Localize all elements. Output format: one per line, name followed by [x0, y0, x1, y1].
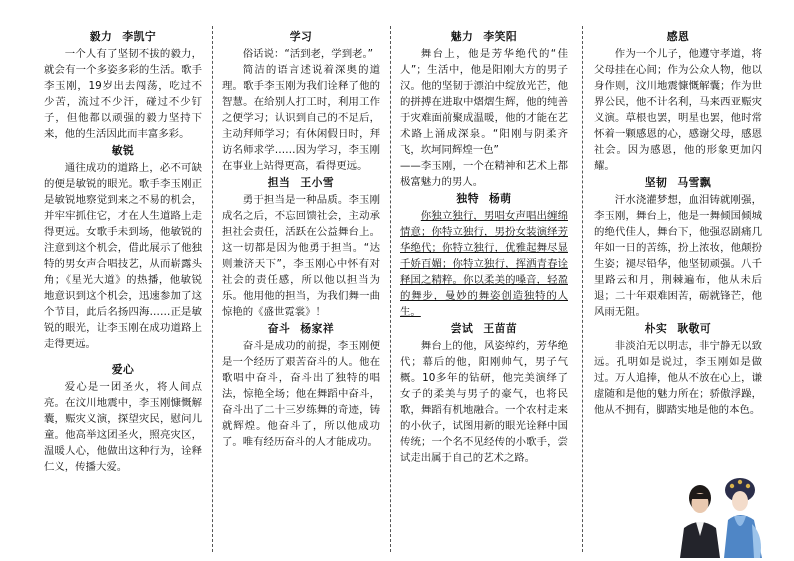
- section-heading: [594, 175, 762, 191]
- section-title: 尝试: [450, 322, 474, 335]
- section-title: 独特: [456, 192, 479, 205]
- essay-column-3: [400, 28, 568, 548]
- section-title: 魅力: [450, 30, 474, 43]
- paragraph: 爱心是一团圣火，将人间点亮。在汶川地震中，李玉刚慷慨解囊，赈灾义演，探望灾民，慰问儿童。他高举这团圣火，照亮灾区，温暖人心，他做出这种行为，诠释仁义，传播大爱。: [44, 381, 202, 473]
- section-heading: [222, 321, 380, 337]
- essay-column-2: [222, 28, 380, 548]
- section-heading: [594, 321, 762, 337]
- section-title: 感恩: [666, 30, 690, 43]
- section-heading: [400, 29, 568, 45]
- section-heading: [594, 29, 762, 45]
- paragraph: 作为一个儿子，他遵守孝道，将父母挂在心间；作为公众人物，他以身作则，汶川地震慷慨解囊；作为世界公民，他不计名利，马来西亚赈灾义演。草根也罢，明星也罢，他时常怀着一颗感恩的心，感谢父母，感恩社会。因为感恩，他的形象更加闪耀。: [594, 48, 762, 172]
- section-author: 李凯宁: [122, 30, 157, 43]
- section-heading: [44, 362, 202, 378]
- paragraph: 非淡泊无以明志，非宁静无以致远。孔明如是说过，李玉刚如是做过。万人追捧，他从不放在心上，谦虚随和是他的魅力所在；骄傲浮躁，他从不拥有，脚踏实地是他的本色。: [594, 340, 762, 416]
- paragraph: 舞台上，他是芳华绝代的“佳人”；生活中，他是阳刚大方的男子汉。他的坚韧于漂泊中绽放光芒，他的拼搏在进取中熠熠生辉，他的纯善于灾难面前聚成温暖，他的才能在艺术路上涌成深泉。“阳刚与阴柔齐飞，坎坷同辉煌一色”: [400, 48, 568, 156]
- paragraph: ——李玉刚，一个在精神和艺术上都极富魅力的男人。: [400, 160, 568, 188]
- paragraph: 舞台上的他，风姿绰约，芳华绝代；幕后的他，阳刚帅气，男子气概。10多年的钻研，他完美演绎了女子的柔美与男子的豪气，也将民歌，舞蹈有机地融合。一个农村走来的小伙子，试图用新的眼光诠释中国传统；一个名不见经传的小歌手，尝试走出属于自己的艺术之路。: [400, 340, 568, 464]
- portrait-photo: [676, 476, 766, 558]
- section-title: 毅力: [89, 30, 113, 43]
- column-divider: [390, 26, 391, 552]
- section-heading: [400, 191, 568, 207]
- paragraph: 你独立独行，男唱女声唱出缠绵情意；你特立独行，男扮女装演绎芳华绝代；你特立独行，优雅起舞尽显千娇百媚；你特立独行，挥洒青春诠释国之精粹。你以柔美的嗓音，轻盈的舞步，曼妙的舞姿创造独特的人生。: [400, 210, 568, 318]
- section-author: 杨萌: [489, 192, 512, 205]
- section-title: 敏锐: [111, 144, 135, 157]
- paragraph: 简洁的语言述说着深奥的道理。歌手李玉刚为我们诠释了他的智慧。在给别人打工时，利用工作之便学习；认识到自己的不足后，主动拜师学习；有休闲假日时，拜访名师求学……因为学习，李玉刚在事业上站得更高，看得更远。: [222, 64, 380, 172]
- paragraph: 勇于担当是一种品质。李玉刚成名之后，不忘回馈社会，主动承担社会责任，活跃在公益舞台上。这一切都是因为他勇于担当。“达则兼济天下”，李玉刚心中怀有对社会的责任感，所以他以担当为乐。他用他的担当，为我们舞一曲惊艳的《盛世霓裳》！: [222, 194, 380, 318]
- section-heading: [44, 29, 202, 45]
- section-author: 王苗苗: [483, 322, 518, 335]
- paragraph: 奋斗是成功的前提，李玉刚便是一个经历了艰苦奋斗的人。他在歌唱中奋斗，奋斗出了独特的唱法，惊艳全场；他在舞蹈中奋斗，奋斗出了二十三岁练舞的奇迹，铸就辉煌。他奋斗了，所以他成功了。唯有经历奋斗的人才能成功。: [222, 340, 380, 448]
- section-title: 担当: [267, 176, 291, 189]
- column-divider: [582, 26, 583, 552]
- section-heading: [222, 175, 380, 191]
- section-heading: [222, 29, 380, 45]
- section-author: 王小雪: [300, 176, 335, 189]
- section-title: 坚韧: [644, 176, 668, 189]
- section-title: 奋斗: [267, 322, 291, 335]
- section-title: 朴实: [644, 322, 668, 335]
- section-author: 马雪飘: [677, 176, 712, 189]
- section-heading: [400, 321, 568, 337]
- paragraph: 俗话说：“活到老，学到老。”: [242, 48, 374, 60]
- section-heading: [44, 143, 202, 159]
- paragraph: 汗水浇灌梦想，血泪铸就刚强，李玉刚，舞台上，他是一舞倾国倾城的绝代佳人，舞台下，他强忍剧痛几年如一日的苦练，扮上浓妆，他颠扮生姿；褪尽铅华，他坚韧顽强。八千里路云和月，荆棘遍布，他从未后退；二十年艰难困苦，砺就锋芒，他风雨无阻。: [594, 194, 762, 318]
- column-divider: [212, 26, 213, 552]
- essay-column-1: [44, 28, 202, 548]
- paragraph: 一个人有了坚韧不拔的毅力，就会有一个多姿多彩的生活。歌手李玉刚，19岁出去闯荡，吃过不少苦，流过不少汗，碰过不少钉子，但他都以顽强的毅力坚持下来，他的生活因此而丰富多彩。: [44, 48, 202, 140]
- section-author: 杨家祥: [300, 322, 335, 335]
- section-author: 李笑阳: [483, 30, 518, 43]
- section-title: 爱心: [111, 363, 135, 376]
- paragraph: 通往成功的道路上，必不可缺的便是敏锐的眼光。歌手李玉刚正是敏锐地察觉到来之不易的机会，并牢牢抓住它，才在人生道路上走得更远。女歌手未到场，他敏锐的注意到这个机会，借此展示了他独特的男女声合唱技艺，从而崭露头角；《星光大道》的热播，他敏锐地意识到这个机会，迅速参加了这个节目，此后名扬四海……正是敏锐的眼光，让李玉刚在成功道路上走得更远。: [44, 162, 202, 350]
- section-author: 耿敬可: [677, 322, 712, 335]
- essay-column-4: [594, 28, 762, 548]
- section-title: 学习: [289, 30, 313, 43]
